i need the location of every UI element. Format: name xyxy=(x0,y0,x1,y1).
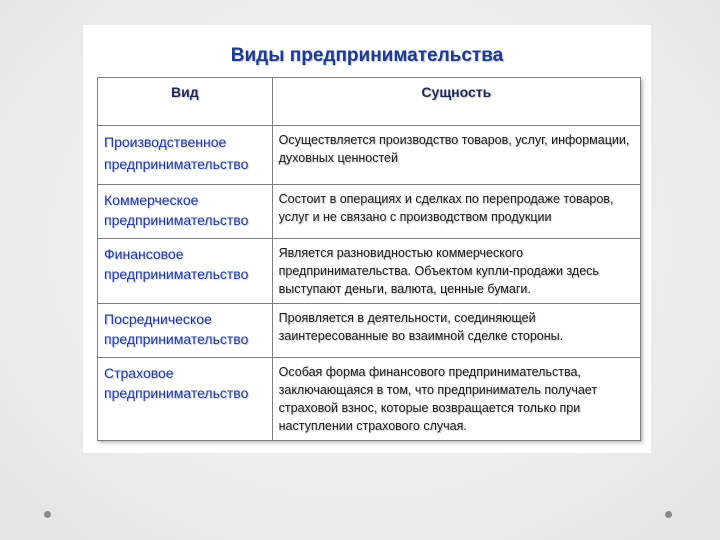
table-row xyxy=(98,358,641,441)
table-header-row xyxy=(98,78,641,126)
row-essence-cell: Является разновидностью коммерческого предпринимательства. Объектом купли-продажи здесь выступают деньги, валюта, ценные бумаги. xyxy=(272,239,640,304)
table-row xyxy=(98,126,641,185)
table-row xyxy=(98,239,641,304)
table-row xyxy=(98,304,641,358)
row-essence-cell: Осуществляется производство товаров, услуг, информации, духовных ценностей xyxy=(272,126,640,185)
page-title: Виды предпринимательства xyxy=(230,45,504,66)
row-kind-cell: Страховое предпринимательство xyxy=(98,358,273,441)
row-kind-cell: Посредническое предпринимательство xyxy=(98,304,273,358)
column-header-essence: Сущность xyxy=(272,78,640,126)
decorative-dot-right xyxy=(665,511,672,518)
slide-content xyxy=(83,25,651,453)
row-essence-cell: Состоит в операциях и сделках по перепродаже товаров, услуг и не связано с производством продукции xyxy=(272,185,640,239)
business-types-table xyxy=(97,77,641,441)
row-kind-cell: Коммерческое предпринимательство xyxy=(98,185,273,239)
row-kind-cell: Производственное предпринимательство xyxy=(98,126,273,185)
decorative-dot-left xyxy=(44,511,51,518)
row-essence-cell: Особая форма финансового предпринимательства, заключающаяся в том, что предприниматель получает страховой взнос, которые возвращается только при наступлении страхового случая. xyxy=(272,358,640,441)
row-essence-cell: Проявляется в деятельности, соединяющей заинтересованные во взаимной сделке стороны. xyxy=(272,304,640,358)
column-header-kind: Вид xyxy=(98,78,273,126)
table-row xyxy=(98,185,641,239)
row-kind-cell: Финансовое предпринимательство xyxy=(98,239,273,304)
